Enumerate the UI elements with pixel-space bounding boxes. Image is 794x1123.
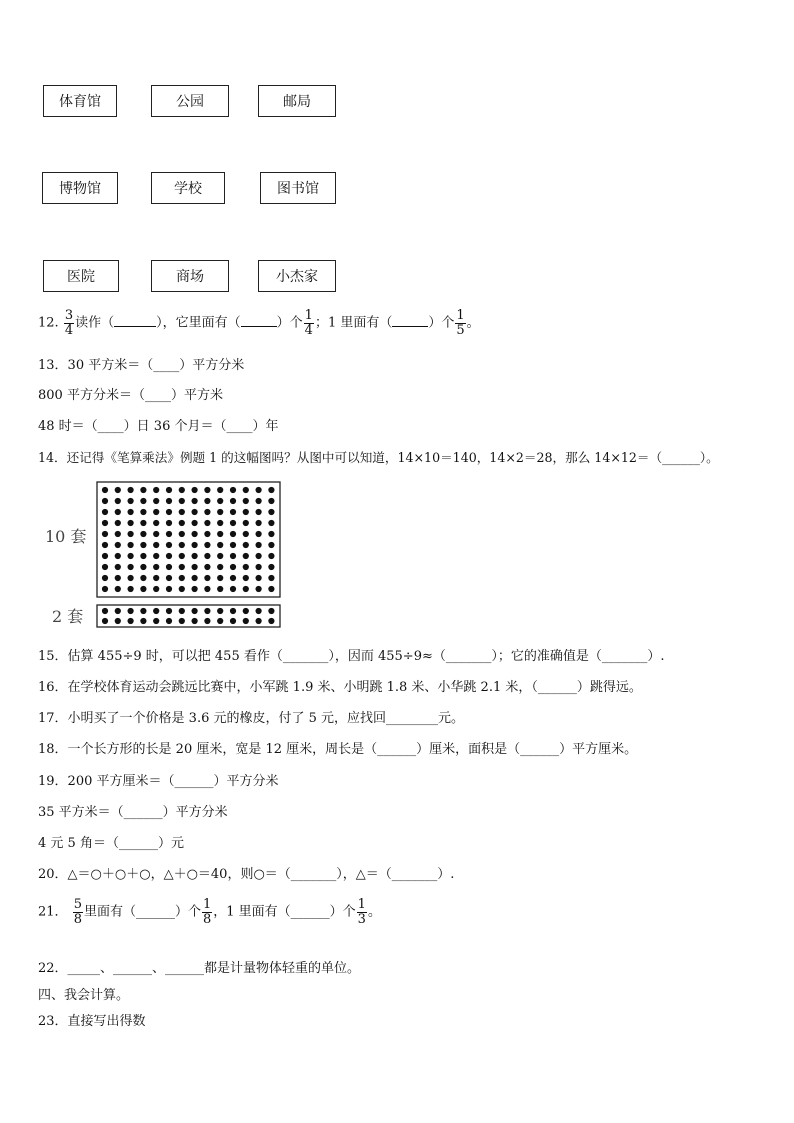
dot [140,531,146,537]
dot [230,618,236,624]
dot [192,553,198,559]
dot [268,608,274,614]
label-2-sets: 2 套 [52,607,84,626]
place-box-library: 图书馆 [260,172,336,204]
dot [230,520,236,526]
dot [179,553,185,559]
section-4-title: 四、我会计算。 [38,988,130,1003]
dot [140,509,146,515]
dot [102,509,108,515]
dot [268,542,274,548]
dot [128,586,134,592]
q21-number: 21． [38,904,68,920]
place-box-museum: 博物馆 [42,172,118,204]
dot [243,553,249,559]
question-13-line-3: 48 时＝（____）日 36 个月＝（____）年 [38,419,279,434]
dot [140,520,146,526]
dot [166,564,172,570]
dot [217,575,223,581]
dot [217,553,223,559]
dot [256,520,262,526]
dot [140,618,146,624]
dot [115,618,121,624]
dot [204,520,210,526]
question-23: 23．直接写出得数 [38,1014,146,1029]
dot [204,509,210,515]
dot [204,487,210,493]
dot [230,575,236,581]
fraction-1-5: $\frac{1}{5}$ [456,308,465,338]
dot [230,531,236,537]
dot [166,575,172,581]
dot [179,531,185,537]
dot [179,487,185,493]
dot [102,575,108,581]
dot [140,553,146,559]
place-box-xiaojie-home: 小杰家 [258,260,336,292]
dot [128,542,134,548]
fraction-3-4: $\frac{3}{4}$ [64,308,74,338]
question-13-line-1: 13．30 平方米＝（____）平方分米 [38,358,245,373]
dot [166,520,172,526]
dot [153,509,159,515]
dot [243,487,249,493]
dot [230,498,236,504]
dot [256,564,262,570]
dot [102,498,108,504]
q21-text-2: ，1 里面有（______）个 [213,904,356,920]
question-19-line-2: 35 平方米＝（______）平方分米 [38,805,228,820]
dot [153,487,159,493]
dot [243,542,249,548]
dot [217,586,223,592]
dot [153,553,159,559]
dot [128,509,134,515]
dot [243,498,249,504]
question-21 [38,898,381,926]
dot [192,531,198,537]
dot [256,509,262,515]
dot [217,487,223,493]
dot [217,564,223,570]
dot-array-figure [40,478,290,634]
dot [153,498,159,504]
dot [128,498,134,504]
label-10-sets: 10 套 [45,527,87,546]
dot [115,520,121,526]
dot [243,509,249,515]
dot [128,487,134,493]
dot [243,618,249,624]
dot [204,553,210,559]
question-15: 15．估算 455÷9 时，可以把 455 看作（_______），因而 455÷9≈（_______）；它的准确值是（_______）. [38,649,665,664]
dot [153,542,159,548]
place-box-mall: 商场 [151,260,229,292]
dot [217,509,223,515]
dot [102,586,108,592]
q12-text-4: ；1 里面有（ [314,315,393,331]
dot [179,586,185,592]
dot [192,608,198,614]
dot [230,553,236,559]
dot [192,498,198,504]
dot [115,575,121,581]
dot [102,520,108,526]
dot [153,531,159,537]
q21-text-1: 里面有（______）个 [83,904,201,920]
dot [166,531,172,537]
dot [217,542,223,548]
dot [243,575,249,581]
dot [115,498,121,504]
dot [102,542,108,548]
dot [204,542,210,548]
dot [217,498,223,504]
dot [179,498,185,504]
dot [102,608,108,614]
dot [140,542,146,548]
fraction-1-3: $\frac{1}{3}$ [357,897,366,927]
fraction-5-8: $\frac{5}{8}$ [73,897,82,927]
dot [166,542,172,548]
dot [268,575,274,581]
dot [128,564,134,570]
dot [230,586,236,592]
dot [230,542,236,548]
dot [256,553,262,559]
dot [128,608,134,614]
dot [179,608,185,614]
dot [102,553,108,559]
dot [153,608,159,614]
dot [115,608,121,614]
dot [192,520,198,526]
dot [166,509,172,515]
dot [153,586,159,592]
dot [166,498,172,504]
dot [243,531,249,537]
dot [179,509,185,515]
dot [140,586,146,592]
dot [115,509,121,515]
dot [217,531,223,537]
dot [140,608,146,614]
dot [192,487,198,493]
dot [243,520,249,526]
dot [179,618,185,624]
dot [166,618,172,624]
dot [153,575,159,581]
dot [268,586,274,592]
dot [268,531,274,537]
dot [153,564,159,570]
dot [217,608,223,614]
dot [204,498,210,504]
place-box-post-office: 邮局 [258,85,336,117]
dot [140,564,146,570]
question-14: 14．还记得《笔算乘法》例题 1 的这幅图吗？从图中可以知道，14×10＝140，14×2＝28，那么 14×12＝（______）。 [38,450,719,465]
dot [179,575,185,581]
question-16: 16．在学校体育运动会跳远比赛中，小军跳 1.9 米、小明跳 1.8 米、小华跳 2.1 米，（______）跳得远。 [38,680,642,695]
dot [166,608,172,614]
dot [217,618,223,624]
dot [268,509,274,515]
dot [230,487,236,493]
answer-blank[interactable] [241,325,277,327]
place-box-school: 学校 [151,172,225,204]
dot [204,618,210,624]
dot [166,553,172,559]
dot [256,531,262,537]
dot [179,542,185,548]
fraction-1-8: $\frac{1}{8}$ [202,897,212,927]
dot [230,509,236,515]
dot [115,564,121,570]
q12-text-6: 。 [466,315,480,331]
dot [204,575,210,581]
question-22: 22．_____、______、______都是计量物体轻重的单位。 [38,961,361,976]
dot [268,553,274,559]
dot [102,618,108,624]
q12-text-5: ）个 [428,315,455,331]
question-18: 18．一个长方形的长是 20 厘米，宽是 12 厘米，周长是（______）厘米，面积是（______）平方厘米。 [38,742,638,757]
dot [204,586,210,592]
dot [256,542,262,548]
dot [166,586,172,592]
dot [102,564,108,570]
dot [268,487,274,493]
dot [128,531,134,537]
q12-text-2: ），它里面有（ [156,315,241,331]
dot [115,553,121,559]
question-20: 20．△＝○＋○＋○，△＋○＝40，则○＝（_______），△＝（_______）. [38,867,455,882]
dot [192,542,198,548]
dot [115,586,121,592]
dot [204,531,210,537]
dot [192,618,198,624]
top-dot-frame [97,482,280,597]
q12-text-1: 读作（ [75,315,115,331]
dot [204,608,210,614]
dot [204,564,210,570]
dot [192,509,198,515]
question-13-line-2: 800 平方分米＝（____）平方米 [38,388,223,403]
dot [102,487,108,493]
dot [243,608,249,614]
dot [243,564,249,570]
q21-text-3: 。 [367,904,381,920]
dot [268,520,274,526]
dot [243,586,249,592]
place-box-hospital: 医院 [43,260,119,292]
dot [256,618,262,624]
dot [128,520,134,526]
place-box-park: 公园 [151,85,229,117]
dot [268,618,274,624]
dot [256,608,262,614]
dot [256,487,262,493]
answer-blank[interactable] [392,325,428,327]
bottom-dot-frame [97,605,280,627]
dot [230,564,236,570]
dot [179,520,185,526]
dot [166,487,172,493]
dot [230,608,236,614]
q12-number: 12. [38,315,59,331]
dot [128,575,134,581]
dot [268,498,274,504]
dot [192,575,198,581]
question-12 [38,309,480,337]
dot [115,531,121,537]
question-19-line-1: 19．200 平方厘米＝（______）平方分米 [38,774,279,789]
place-box-gym: 体育馆 [43,85,117,117]
dot [192,586,198,592]
dot [140,487,146,493]
dot [128,553,134,559]
dot [192,564,198,570]
question-17: 17．小明买了一个价格是 3.6 元的橡皮，付了 5 元，应找回________元。 [38,711,465,726]
dot [140,575,146,581]
fraction-1-4: $\frac{1}{4}$ [304,308,313,338]
dot [115,542,121,548]
dot [256,498,262,504]
dot [268,564,274,570]
dot [102,531,108,537]
dot [153,618,159,624]
dot [115,487,121,493]
dot [256,586,262,592]
answer-blank[interactable] [114,325,156,327]
q12-text-3: ）个 [276,315,303,331]
dot [140,498,146,504]
dot [217,520,223,526]
dot [256,575,262,581]
dot [128,618,134,624]
question-19-line-3: 4 元 5 角＝（______）元 [38,836,184,851]
dot [179,564,185,570]
dot [153,520,159,526]
